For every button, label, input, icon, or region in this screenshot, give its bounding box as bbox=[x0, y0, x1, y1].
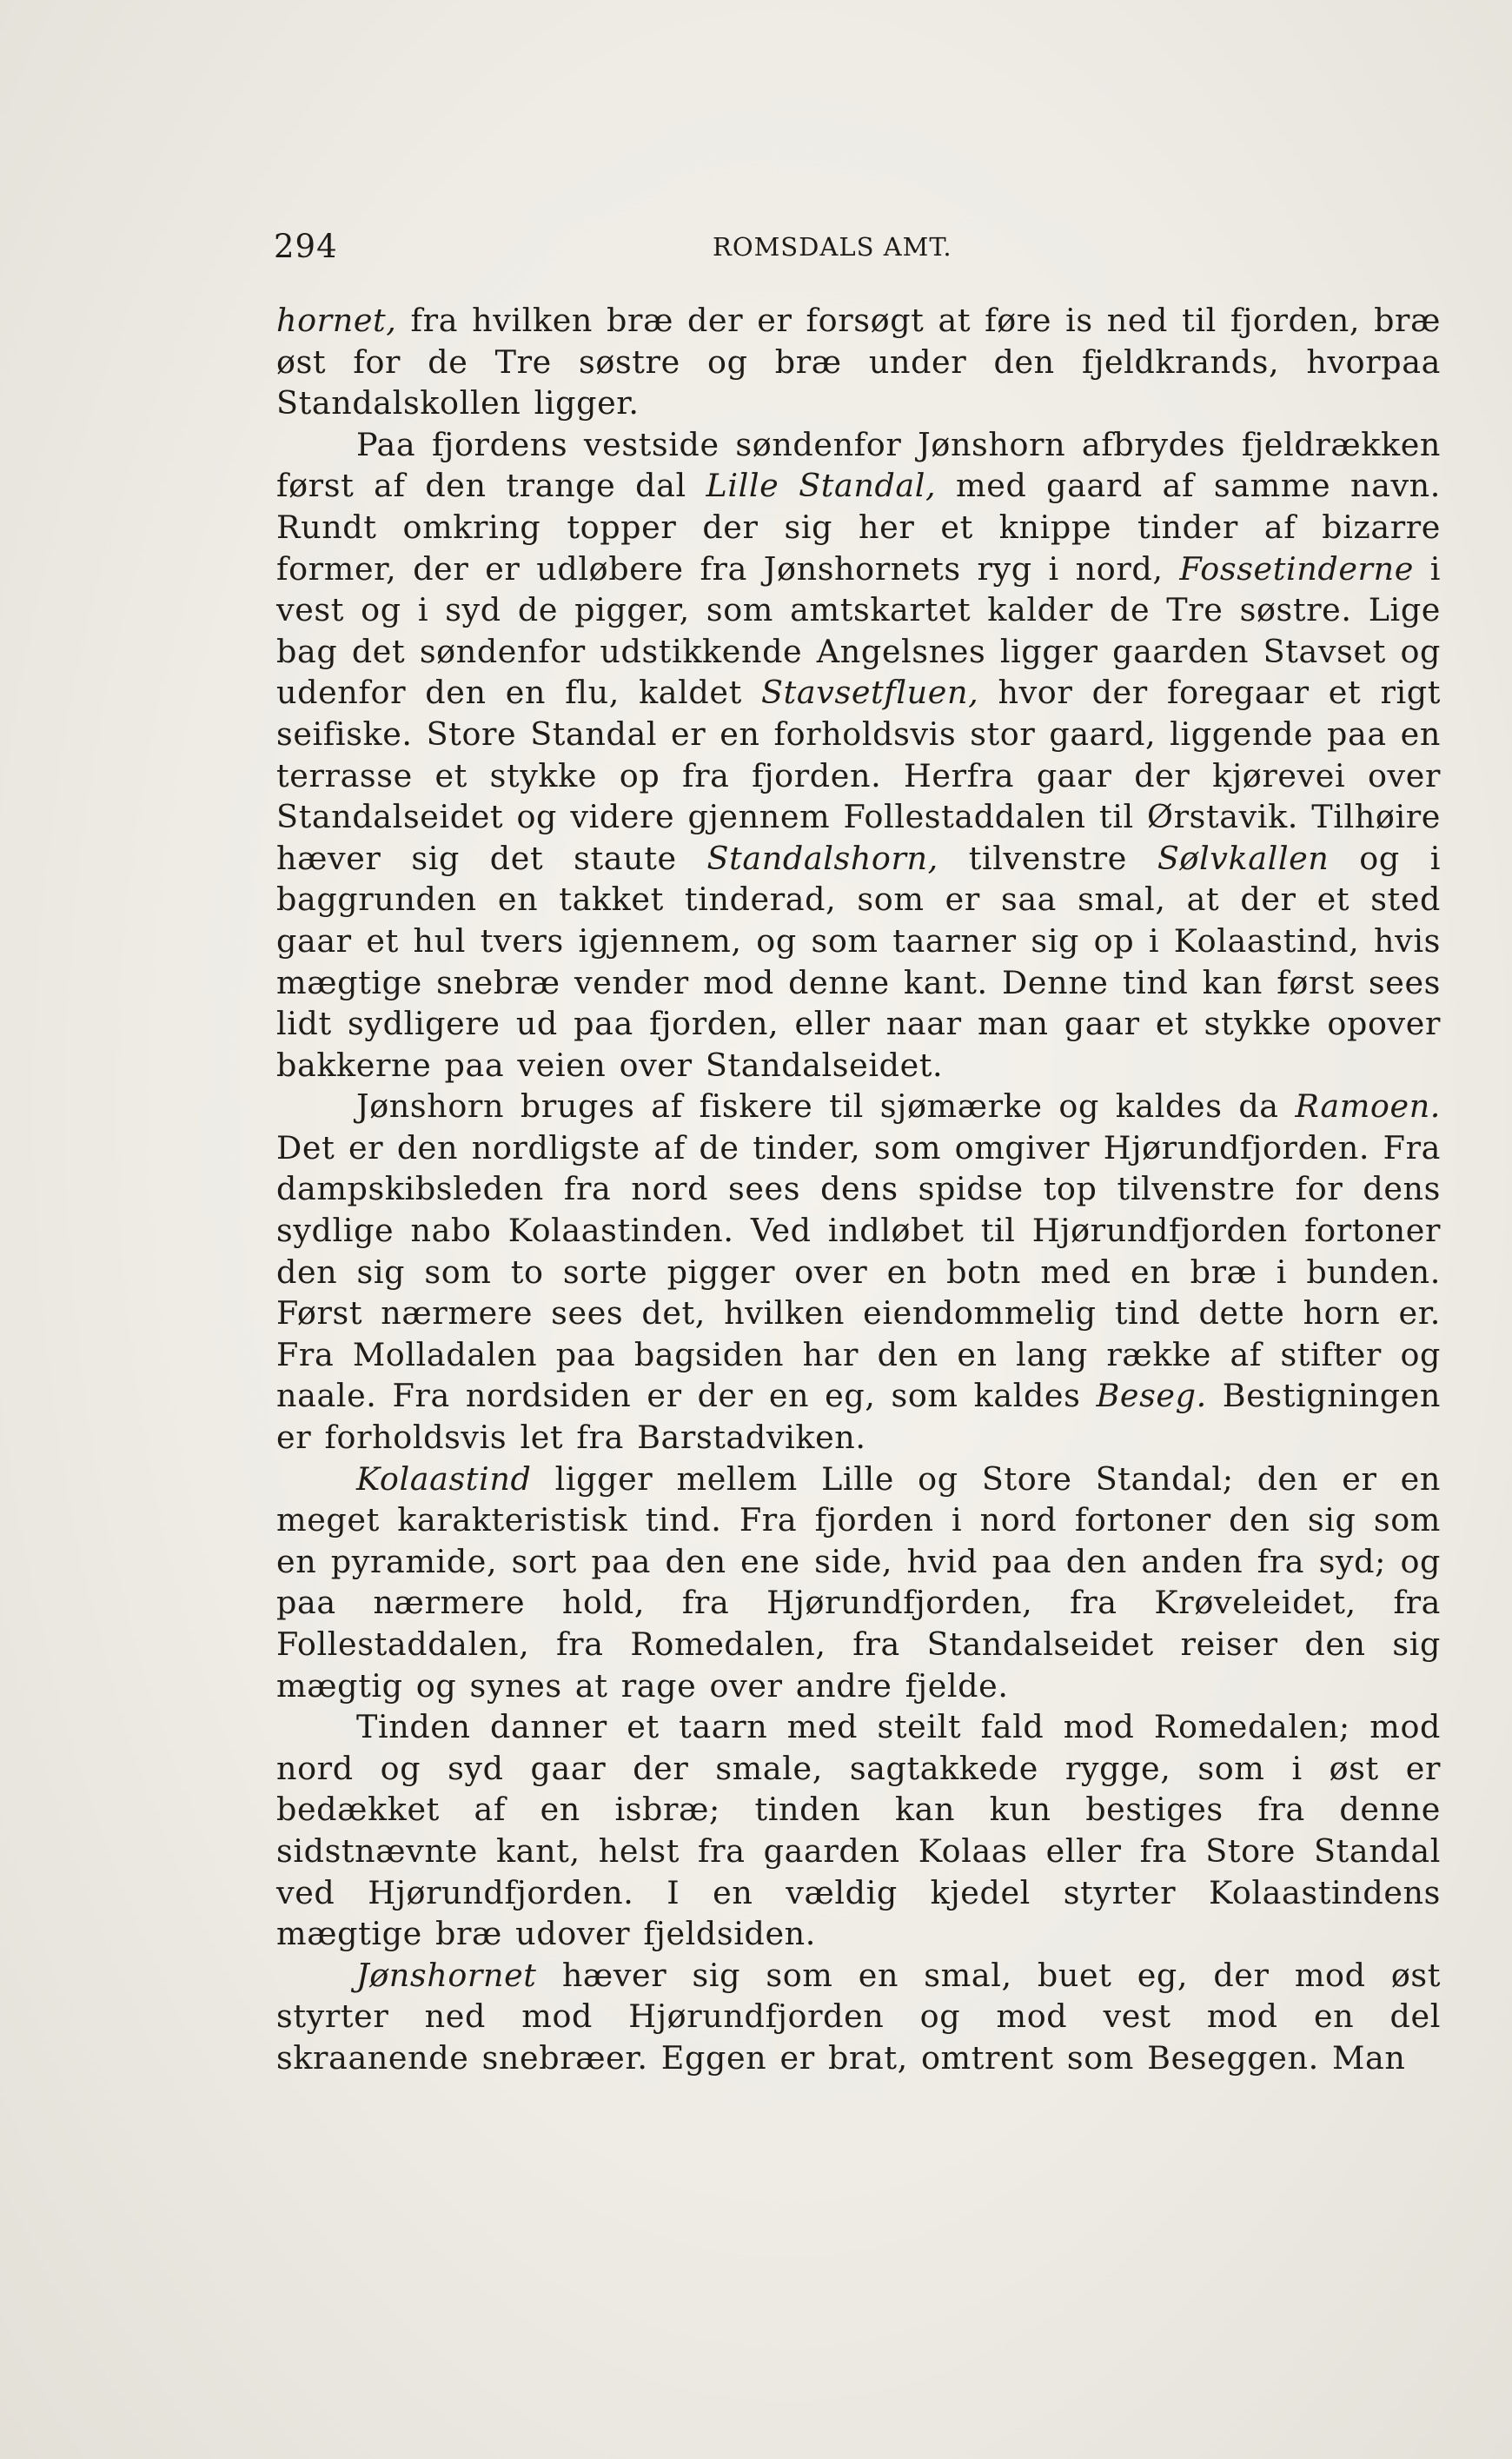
running-title: ROMSDALS AMT. bbox=[713, 232, 952, 262]
text-run: med gaard af samme navn. Rundt omkring topper der sig her et knippe tinder af bizarre former, der er udløbere fra Jønshornets ryg i nord, bbox=[276, 467, 1441, 588]
text-run: hvor der foregaar et rigt seifiske. Store Standal er en forholdsvis stor gaard, liggende paa en terrasse et stykke op fra fjorden. Herfra gaar der kjørevei over Standalseidet og videre gjennem Follestaddalen til Ørstavik. Tilhøire hæver sig det staute bbox=[276, 674, 1441, 877]
text-run: Det er den nordligste af de tinder, som omgiver Hjørundfjorden. Fra dampskibsleden fra nord sees dens spidse top tilvenstre for dens sydlige nabo Kolaastinden. Ved indløbet til Hjørundfjorden fortoner den sig som to sorte pigger over en botn med en bræ i bunden. Først nærmere sees det, hvilken eiendommelig tind dette horn er. Fra Molladalen paa bagsiden har den en lang række af stifter og naale. Fra nordsiden er der en eg, som kaldes bbox=[276, 1128, 1441, 1415]
text-run: Bestigningen er forholdsvis let fra Barstadviken. bbox=[276, 1377, 1441, 1457]
text-run: Tinden danner et taarn med steilt fald mod Romedalen; mod nord og syd gaar der smale, sagtakkede rygge, som i øst er bedækket af en isbræ; tinden kan kun bestiges fra denne sidstnævnte kant, helst fra gaarden Kolaas eller fra Store Standal ved Hjørundfjorden. I en vældig kjedel styrter Kolaastindens mægtige bræ udover fjeldsiden. bbox=[276, 1708, 1441, 1953]
paragraph bbox=[276, 1706, 1441, 1955]
paragraph bbox=[276, 424, 1441, 1087]
text-run: hæver sig som en smal, buet eg, der mod øst styrter ned mod Hjørundfjorden og mod vest mod en del skraanende snebræer. Eggen er brat, omtrent som Beseggen. Man bbox=[276, 1956, 1441, 2077]
text-run: Paa fjordens vestside søndenfor Jønshorn afbrydes fjeldrækken først af den trange dal bbox=[276, 425, 1441, 505]
text-run: i vest og i syd de pigger, som amtskartet kalder de Tre søstre. Lige bag det søndenfor udstikkende Angelsnes ligger gaarden Stavset og udenfor den en flu, kaldet bbox=[276, 549, 1441, 712]
running-head bbox=[274, 228, 1438, 269]
italic-term: Beseg. bbox=[1096, 1377, 1207, 1415]
text-run: ligger mellem Lille og Store Standal; den er en meget karakteristisk tind. Fra fjorden i nord fortoner den sig som en pyramide, sort paa den ene side, hvid paa den anden fra syd; og paa nærmere hold, fra Hjørundfjorden, fra Krøveleidet, fra Follestaddalen, fra Romedalen, fra Standalseidet reiser den sig mægtig og synes at rage over andre fjelde. bbox=[276, 1459, 1441, 1705]
paragraph bbox=[276, 300, 1441, 424]
italic-term: Sølvkallen bbox=[1157, 839, 1330, 877]
italic-term: Ramoen. bbox=[1295, 1087, 1441, 1126]
italic-term: Stavsetfluen, bbox=[761, 674, 979, 712]
italic-term: Jønshornet bbox=[356, 1956, 537, 1994]
text-run: og i baggrunden en takket tinderad, som er saa smal, at der et sted gaar et hul tvers igjennem, og som taarner sig op i Kolaastind, hvis mægtige snebræ vender mod denne kant. Denne tind kan først sees lidt sydligere ud paa fjorden, eller naar man gaar et stykke opover bakkerne paa veien over Standalseidet. bbox=[276, 839, 1441, 1084]
italic-term: Standalshorn, bbox=[706, 839, 938, 877]
paragraph bbox=[276, 1086, 1441, 1458]
italic-term: Fossetinderne bbox=[1179, 549, 1414, 588]
text-run: tilvenstre bbox=[938, 839, 1157, 877]
italic-term: Lille Standal, bbox=[706, 467, 937, 505]
italic-term: Kolaastind bbox=[356, 1459, 532, 1498]
paragraph bbox=[276, 1955, 1441, 2079]
italic-term: hornet, bbox=[276, 302, 397, 339]
page-number: 294 bbox=[274, 228, 338, 265]
paragraph bbox=[276, 1459, 1441, 1707]
text-run: Jønshorn bruges af fiskere til sjømærke og kaldes da bbox=[356, 1087, 1296, 1126]
text-run: fra hvilken bræ der er forsøgt at føre is ned til fjorden, bræ øst for de Tre søstre og bræ under den fjeldkrands, hvorpaa Standalskollen ligger. bbox=[276, 302, 1441, 422]
body-text bbox=[276, 300, 1441, 2079]
